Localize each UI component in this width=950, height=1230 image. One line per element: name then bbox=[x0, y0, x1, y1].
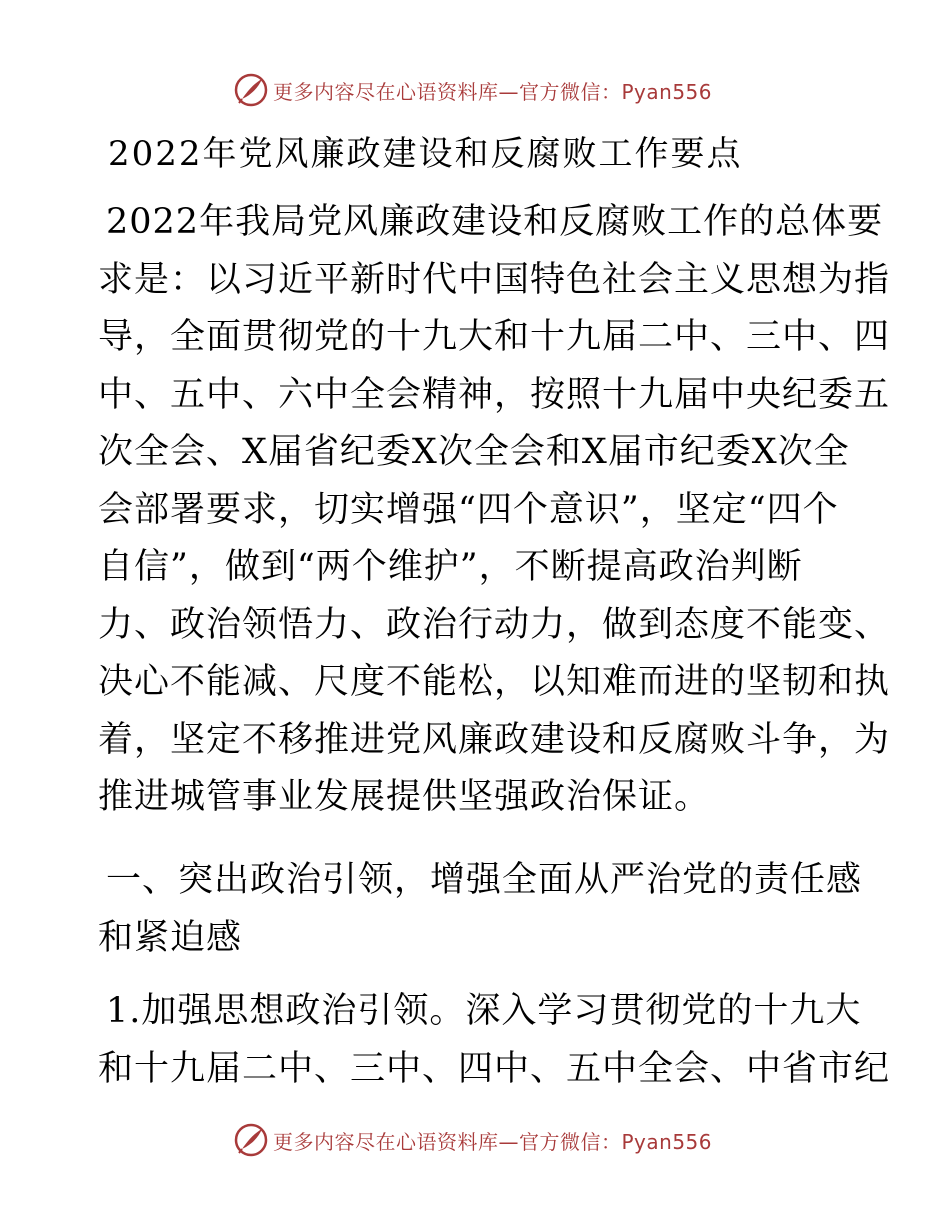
paragraph-item-1 bbox=[98, 983, 891, 1098]
text-line: 1.加强思想政治引领。深入学习贯彻党的十九大 bbox=[106, 991, 862, 1031]
section-heading-1 bbox=[98, 852, 863, 967]
text-line: 着，坚定不移推进党风廉政建设和反腐败斗争，为 bbox=[98, 719, 891, 760]
paragraph-overall-requirements bbox=[98, 194, 891, 827]
text-line: 力、政治领悟力、政治行动力，做到态度不能变、 bbox=[98, 604, 891, 645]
text-line: 次全会、X届省纪委X次全会和X届市纪委X次全 bbox=[98, 432, 850, 472]
text-line: 决心不能减、尺度不能松，以知难而进的坚韧和执 bbox=[98, 662, 891, 702]
text-line: 导，全面贯彻党的十九大和十九届二中、三中、四 bbox=[98, 317, 891, 357]
watermark-footer bbox=[233, 1122, 712, 1158]
text-line: 和十九届二中、三中、四中、五中全会、中省市纪 bbox=[98, 1048, 891, 1089]
watermark-header bbox=[233, 72, 712, 108]
heading-line: 和紧迫感 bbox=[98, 917, 243, 958]
watermark-text: 更多内容尽在心语资料库—官方微信：Pyan556 bbox=[273, 1129, 713, 1154]
text-line: 求是：以习近平新时代中国特色社会主义思想为指 bbox=[98, 259, 891, 300]
feather-pen-logo-icon bbox=[233, 1122, 269, 1158]
text-line: 2022年我局党风廉政建设和反腐败工作的总体要 bbox=[106, 202, 884, 242]
watermark-text: 更多内容尽在心语资料库—官方微信：Pyan556 bbox=[273, 79, 713, 104]
text-line: 推进城管事业发展提供坚强政治保证。 bbox=[98, 777, 711, 817]
text-line: 自信”，做到“两个维护”，不断提高政治判断 bbox=[98, 547, 803, 587]
document-title: 2022年党风廉政建设和反腐败工作要点 bbox=[108, 134, 743, 174]
feather-pen-logo-icon bbox=[233, 72, 269, 108]
text-line: 中、五中、六中全会精神，按照十九届中央纪委五 bbox=[98, 374, 891, 415]
heading-line: 一、突出政治引领，增强全面从严治党的责任感 bbox=[106, 860, 863, 900]
text-line: 会部署要求，切实增强“四个意识”，坚定“四个 bbox=[98, 489, 839, 530]
